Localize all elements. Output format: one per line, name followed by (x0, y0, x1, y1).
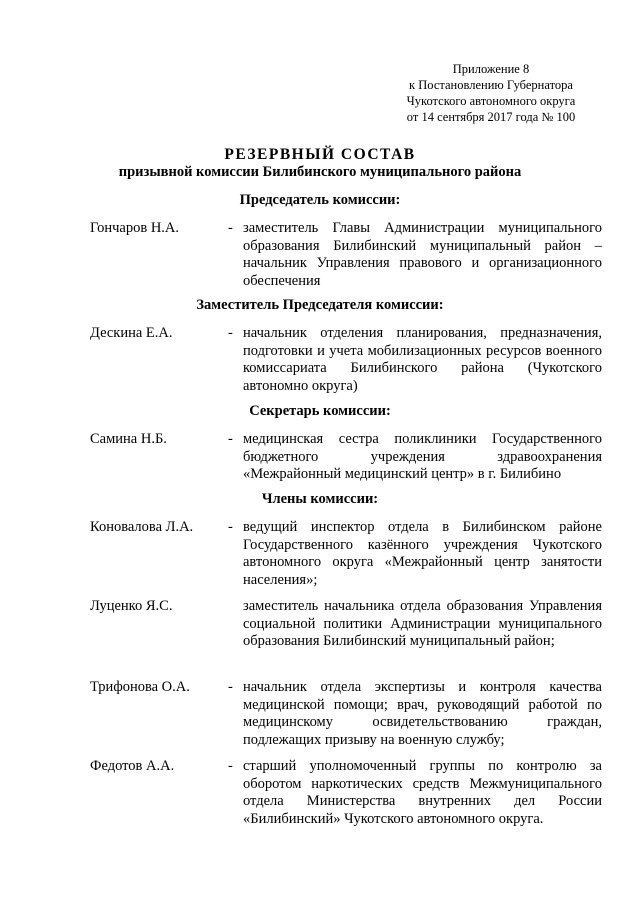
member-dash: - (228, 431, 233, 447)
document-title: РЕЗЕРВНЫЙ СОСТАВ (224, 146, 416, 163)
member-dash: - (228, 679, 233, 695)
member-name: Федотов А.А. (90, 758, 175, 774)
member-description: ведущий инспектор отдела в Билибинском районе Государственного казённого учреждения Чукотского автономного округа «Межрайонный центр занятости населения»; (243, 519, 602, 588)
appendix-line: к Постановлению Губернатора (409, 78, 573, 92)
section-heading-deputy: Заместитель Председателя комиссии: (196, 297, 444, 313)
member-dash: - (228, 325, 233, 341)
appendix-line: Приложение 8 (452, 62, 530, 76)
member-description: медицинская сестра поликлиники Государственного бюджетного учреждения здравоохранения «Межрайонный медицинский центр» в г. Билибино (243, 431, 602, 482)
member-name: Гончаров Н.А. (90, 220, 180, 236)
member-dash: - (228, 519, 233, 535)
appendix-line: от 14 сентября 2017 года № 100 (406, 110, 576, 124)
section-heading-secretary: Секретарь комиссии: (249, 403, 391, 419)
member-name: Трифонова О.А. (90, 679, 190, 695)
section-heading-chairman: Председатель комиссии: (239, 192, 401, 208)
member-description: начальник отдела экспертизы и контроля качества медицинской помощи; врач, руководящий работой по медицинскому освидетельствованию граждан, подлежащих призыву на военную службу; (243, 679, 602, 748)
appendix-block (380, 61, 602, 125)
member-name: Коновалова Л.А. (90, 519, 194, 535)
document-subtitle: призывной комиссии Билибинского муниципального района (118, 164, 522, 180)
member-name: Самина Н.Б. (90, 431, 167, 447)
section-heading-members: Члены комиссии: (261, 491, 379, 507)
member-dash: - (228, 758, 233, 774)
member-description: начальник отделения планирования, предназначения, подготовки и учета мобилизационных ресурсов военного комиссариата Билибинского района (Чукотского автономно округа) (243, 325, 602, 394)
member-description: заместитель Главы Администрации муниципального образования Билибинский муниципальный район – начальник Управления правового и организационного обеспечения (243, 220, 602, 289)
member-description: заместитель начальника отдела образования Управления социальной политики Администрации муниципального образования Билибинский муниципальный район; (243, 598, 602, 649)
member-dash: - (228, 220, 233, 236)
member-name: Луценко Я.С. (90, 598, 173, 614)
member-description: старший уполномоченный группы по контролю за оборотом наркотических средств Межмуниципального отдела Министерства внутренних дел России «Билибинский» Чукотского автономного округа. (243, 758, 602, 827)
appendix-line: Чукотского автономного округа (406, 94, 576, 108)
member-name: Дескина Е.А. (90, 325, 173, 341)
